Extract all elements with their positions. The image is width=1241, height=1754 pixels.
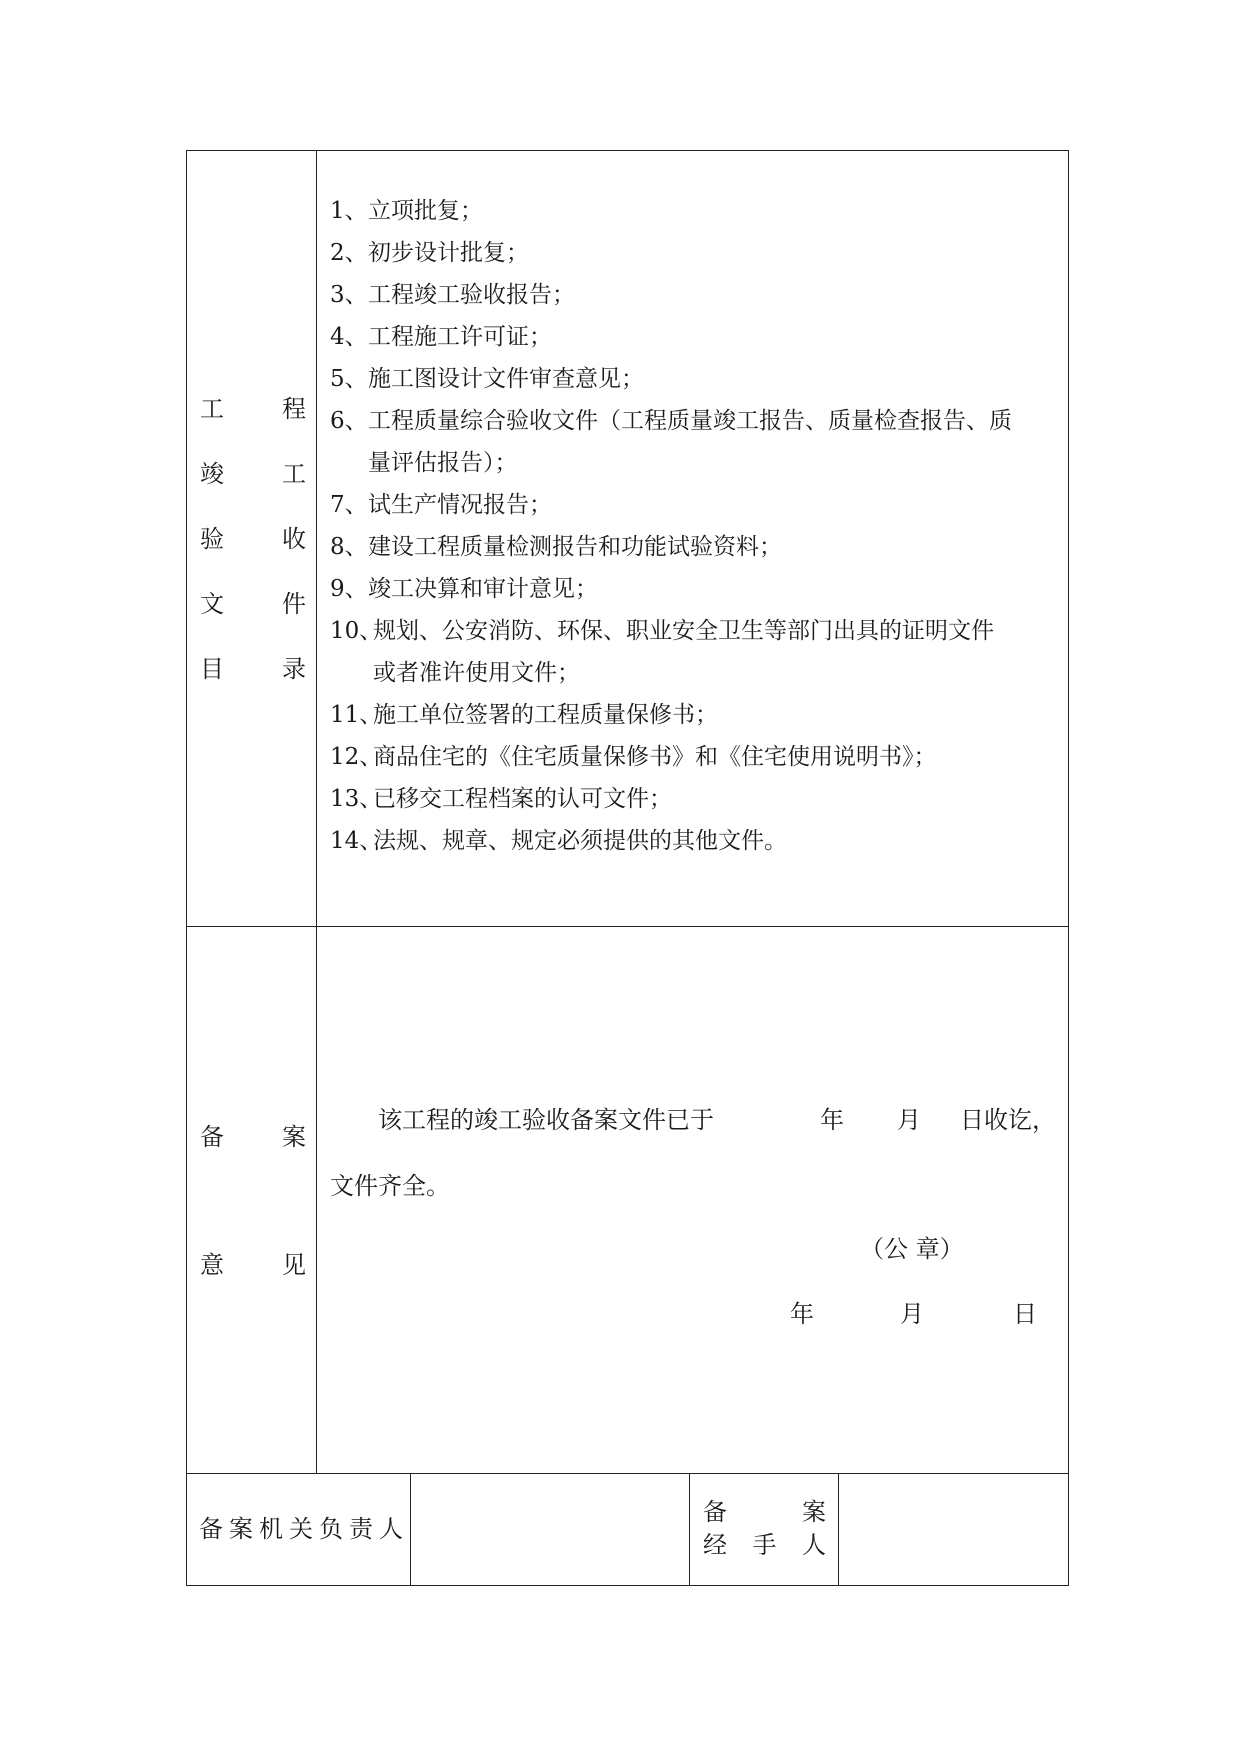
received-year-label: 年 bbox=[820, 1106, 844, 1134]
list-item: 2、 初步设计批复； bbox=[330, 240, 529, 266]
row-divider-opinion bbox=[186, 1473, 1069, 1474]
date-day-label: 日 bbox=[1013, 1300, 1037, 1328]
list-item: 14、 法规、规章、规定必须提供的其他文件。 bbox=[330, 828, 787, 854]
handler-label-row2: 经 手 人 bbox=[703, 1531, 826, 1559]
handler-label-row1: 备 案 bbox=[703, 1498, 826, 1526]
directory-label-row: 工 程 bbox=[200, 395, 306, 423]
opinion-label-row: 意 见 bbox=[200, 1251, 306, 1279]
list-item: 13、 已移交工程档案的认可文件； bbox=[330, 786, 672, 812]
list-item-continuation: 或者准许使用文件； bbox=[373, 660, 580, 686]
authority-head-signature-cell[interactable] bbox=[412, 1475, 687, 1584]
handler-signature-cell[interactable] bbox=[840, 1475, 1067, 1584]
directory-label-row: 验 收 bbox=[200, 525, 306, 553]
directory-label-row: 竣 工 bbox=[200, 460, 306, 488]
list-item: 9、 竣工决算和审计意见； bbox=[330, 576, 598, 602]
opinion-statement-line2: 文件齐全。 bbox=[330, 1172, 450, 1200]
list-item: 11、 施工单位签署的工程质量保修书； bbox=[330, 702, 718, 728]
list-item: 8、 建设工程质量检测报告和功能试验资料； bbox=[330, 534, 782, 560]
list-item: 5、 施工图设计文件审查意见； bbox=[330, 366, 644, 392]
authority-head-label: 备案机关负责人 bbox=[199, 1515, 409, 1543]
list-item: 7、 试生产情况报告； bbox=[330, 492, 552, 518]
directory-label-row: 目 录 bbox=[200, 655, 306, 683]
opinion-statement: 该工程的竣工验收备案文件已于 bbox=[378, 1106, 714, 1134]
seal-placeholder: （公 章） bbox=[860, 1235, 964, 1263]
list-item: 6、 工程质量综合验收文件（工程质量竣工报告、质量检查报告、质 bbox=[330, 408, 1012, 434]
document-list bbox=[330, 190, 1070, 862]
column-divider bbox=[316, 150, 317, 1473]
received-month-label: 月 bbox=[897, 1106, 921, 1134]
list-item: 1、 立项批复； bbox=[330, 198, 483, 224]
list-item: 3、 工程竣工验收报告； bbox=[330, 282, 575, 308]
received-day-label: 日收讫， bbox=[960, 1106, 1056, 1134]
footer-divider-2 bbox=[689, 1473, 690, 1586]
list-item-continuation: 量评估报告）； bbox=[368, 450, 518, 476]
directory-label-row: 文 件 bbox=[200, 590, 306, 618]
opinion-label-row: 备 案 bbox=[200, 1123, 306, 1151]
list-item: 10、 规划、公安消防、环保、职业安全卫生等部门出具的证明文件 bbox=[330, 618, 994, 644]
footer-divider-3 bbox=[838, 1473, 839, 1586]
row-divider-directory bbox=[186, 926, 1069, 927]
list-item: 4、 工程施工许可证； bbox=[330, 324, 552, 350]
date-year-label: 年 bbox=[790, 1300, 814, 1328]
list-item: 12、 商品住宅的《住宅质量保修书》和《住宅使用说明书》； bbox=[330, 744, 937, 770]
date-month-label: 月 bbox=[900, 1300, 924, 1328]
footer-divider-1 bbox=[410, 1473, 411, 1586]
